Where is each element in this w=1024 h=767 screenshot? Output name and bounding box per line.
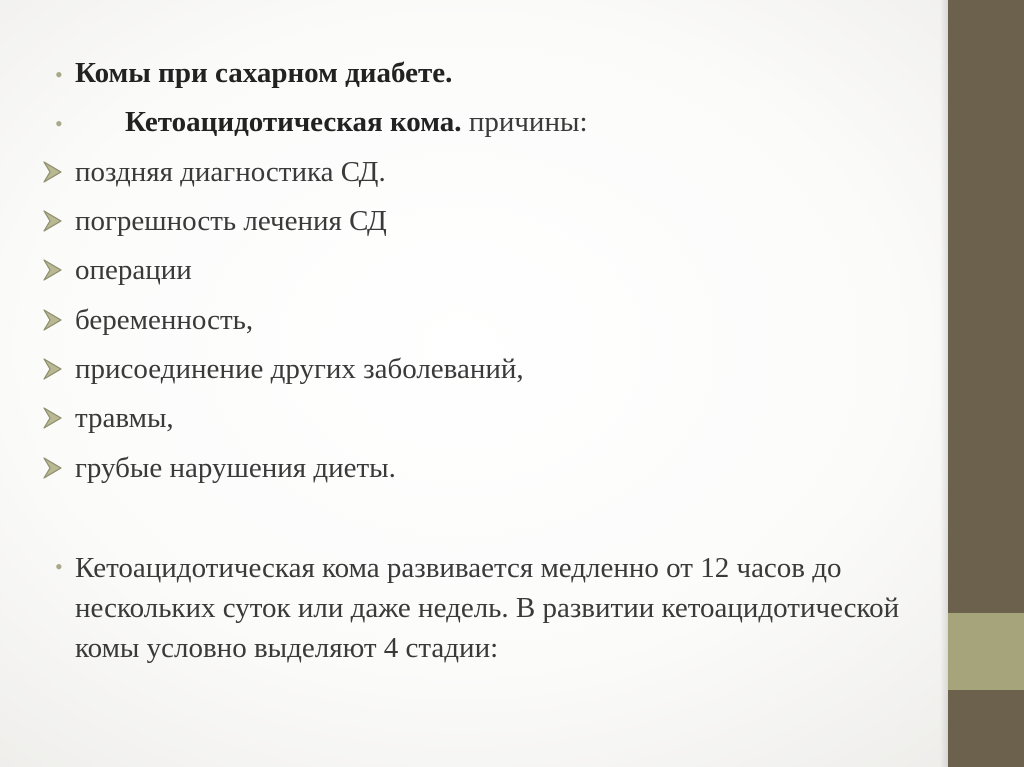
bullet-dot-icon: •: [55, 62, 63, 87]
slide-subtitle: [125, 105, 588, 139]
chevron-right-arrow-icon: [42, 307, 64, 333]
chevron-right-arrow-icon: [42, 257, 64, 283]
chevron-right-arrow-icon: [42, 208, 64, 234]
cause-text: погрешность лечения СД: [75, 205, 387, 237]
bullet-dot-icon: •: [55, 554, 63, 579]
chevron-right-arrow-icon: [42, 455, 64, 481]
side-band-dark-top: [948, 0, 1024, 613]
cause-text: беременность,: [75, 304, 254, 336]
decorative-side-band: [948, 0, 1024, 767]
description-paragraph: Кетоацидотическая кома развивается медленно от 12 часов до нескольких суток или даже недель. В развитии кетоацидотической комы условно выделяют 4 стадии:: [75, 552, 900, 664]
subtitle-rest-text: причины:: [461, 106, 588, 138]
bullet-dot-icon: •: [55, 111, 63, 136]
chevron-right-arrow-icon: [42, 405, 64, 431]
side-band-light-accent: [948, 613, 1024, 690]
cause-text: операции: [75, 254, 192, 286]
cause-text: присоединение других заболеваний,: [75, 353, 524, 385]
cause-text: травмы,: [75, 402, 174, 434]
chevron-right-arrow-icon: [42, 356, 64, 382]
subtitle-bold-text: Кетоацидотическая кома.: [125, 106, 462, 138]
cause-text: грубые нарушения диеты.: [75, 452, 396, 484]
side-band-dark-bottom: [948, 690, 1024, 767]
slide-title: Комы при сахарном диабете.: [75, 57, 453, 89]
chevron-right-arrow-icon: [42, 159, 64, 185]
cause-text: поздняя диагностика СД.: [75, 156, 386, 188]
side-band-shadow: [940, 0, 948, 767]
